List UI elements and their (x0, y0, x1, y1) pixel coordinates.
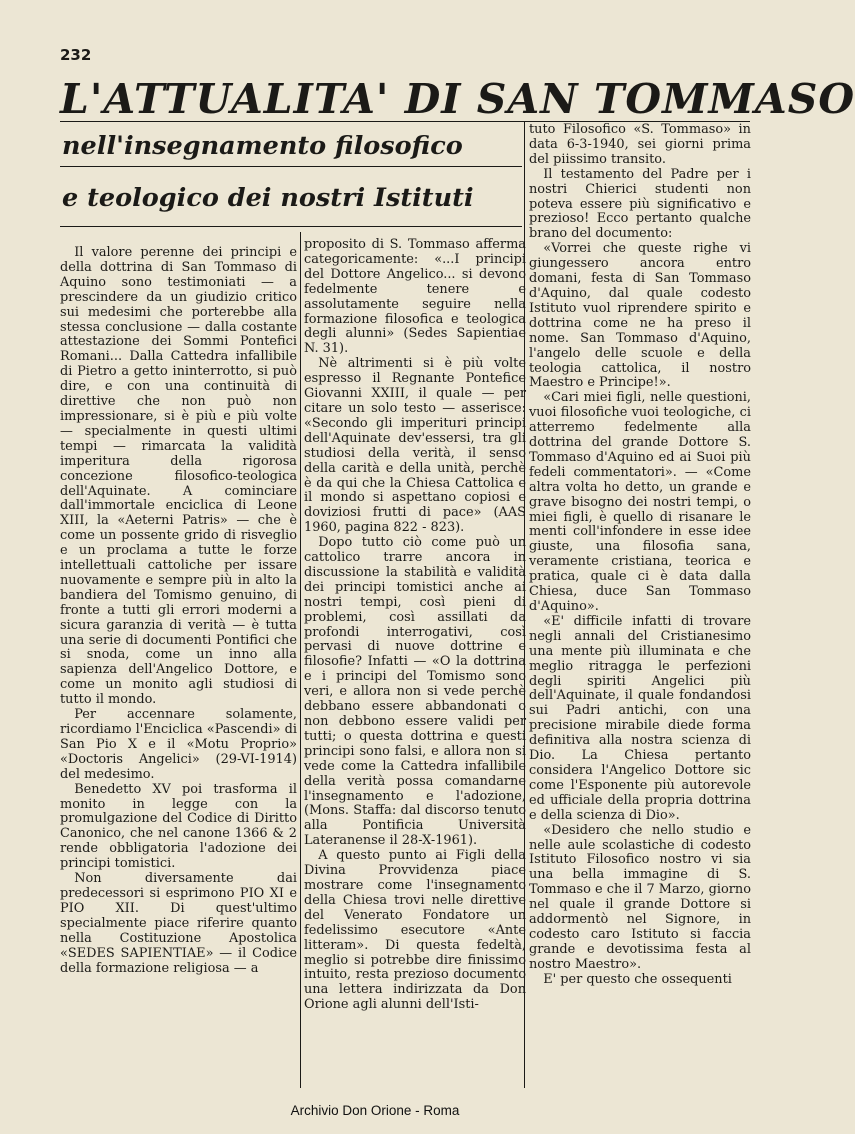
paragraph: E' per questo che ossequenti (543, 971, 732, 987)
paragraph: Il valore perenne dei principi e della dottrina di San Tommaso di Aquino sono testimoniati — a prescindere da un giudizio critico sui medesimi che porterebbe alla stessa conclusione — dalla costante attestazione dei Sommi Pontefici Romani... Dalla Cattedra infallibile di Pietro a getto ininterrotto, si può dire, e con una continuità di direttive che non può non impressionare, si è più e più volte — specialmente in questi ultimi tempi — rimarcata la validità imperitura della rigorosa concezione filosofico-teologica dell'Aquinate. A cominciare dall'immortale enciclica di Leone XIII, la «Aeterni Patris» — che è come un possente grido di risveglio e un proclama a tutte le forze intellettuali cattoliche per issare nuovamente e sempre più in alto la bandiera del Tomismo genuino, di fronte a tutti gli errori moderni a sicura garanzia di verità — è tutta una serie di documenti Pontifici che si snoda, come un inno alla sapienza dell'Angelico Dottore, e come un monito agli studiosi di tutto il mondo. (60, 245, 297, 708)
page-number: 232 (60, 46, 92, 64)
article-subtitle-line2: e teologico dei nostri Istituti (62, 183, 474, 213)
paragraph: Benedetto XV poi trasforma il monito in legge con la promulgazione del Codice di Diritto Canonico, che nel canone 1366 & 2 rende obbligatoria l'adozione dei principi tomistici. (60, 781, 297, 872)
article-title: L'ATTUALITA' DI SAN TOMMASO (60, 75, 855, 123)
paragraph: A questo punto ai Figli della Divina Provvidenza piace mostrare come l'insegnamento della Chiesa trovi nelle direttive del Venerato Fondatore un fedelissimo esecutore «Ante litteram». Di questa fedeltà, meglio si potrebbe dire finissimo intuito, resta prezioso documento una lettera indirizzata da Don Orione agli alunni dell'Isti- (304, 848, 526, 1013)
paragraph: Dopo tutto ciò come può un cattolico trarre ancora in discussione la stabilità e validità dei principi tomistici anche ai nostri tempi, così pieni di problemi, così assillati da profondi interrogativi, così pervasi di nuove dottrine e filosofie? Infatti — «O la dottrina e i principi del Tomismo sono veri, e allora non si vede perchè debbano essere abbandonati o non debbono essere validi per tutti; o questa dottrina e questi principi sono falsi, e allora non si vede come la Cattedra infallibile della verità possa comandarne l'insegnamento e l'adozione, (Mons. Staffa: dal discorso tenuto alla Pontificia Università Lateranense il 28-X-1961). (304, 535, 526, 849)
archive-watermark: Archivio Don Orione - Roma (290, 1103, 460, 1118)
paragraph: «Cari miei figli, nelle questioni, vuoi filosofiche vuoi teologiche, ci atterremo fedelmente alla dottrina del grande Dottore S. Tommaso d'Aquino ed ai Suoi più fedeli commentatori». — «Come altra volta ho detto, un grande e grave bisogno dei nostri tempi, o miei figli, è quello di risanare le menti coll'infondere in esse idee giuste, una filosofia sana, veramente cristiana, teorica e pratica, quale ci è data dalla Chiesa, duce San Tommaso d'Aquino». (529, 390, 751, 614)
article-column-1 (60, 246, 297, 1038)
article-subtitle-line1: nell'insegnamento filosofico (62, 131, 463, 161)
article-column-3 (529, 123, 751, 1088)
paragraph: tuto Filosofico «S. Tommaso» in data 6-3-1940, sei giorni prima del piissimo transito. (529, 122, 751, 167)
paragraph: «Desidero che nello studio e nelle aule scolastiche di codesto Istituto Filosofico nostro vi sia una bella immagine di S. Tommaso e che il 7 Marzo, giorno nel quale il grande Dottore si addormentò nel Signore, in codesto caro Istituto si faccia grande e devotissima festa al nostro Maestro». (529, 822, 751, 972)
paragraph: Non diversamente dai predecessori si esprimono PIO XI e PIO XII. Di quest'ultimo specialmente piace riferire quanto nella Costituzione Apostolica «SEDES SAPIENTIAE» — il Codice della formazione religiosa — a (60, 871, 297, 976)
paragraph: «Vorrei che queste righe vi giungessero ancora entro domani, festa di San Tommaso d'Aquino, dal quale codesto Istituto vuol riprendere spirito e dottrina come ne ha preso il nome. San Tommaso d'Aquino, l'angelo delle scuole e della teologia cattolica, il nostro Maestro e Principe!». (529, 241, 751, 391)
paragraph: «E' difficile infatti di trovare negli annali del Cristianesimo una mente più illuminata e che meglio ritragga le perfezioni degli spiriti Angelici più dell'Aquinate, il quale fondandosi sui Padri antichi, con una precisione mirabile diede forma definitiva alla nostra scienza di Dio. La Chiesa pertanto considera l'Angelico Dottore sic come l'Esponente più autorevole ed ufficiale della propria dottrina e della scienza di Dio». (529, 613, 751, 823)
article-column-2 (304, 238, 526, 1114)
subtitle-rule-1 (60, 166, 522, 167)
paragraph: Per accennare solamente, ricordiamo l'Enciclica «Pascendi» di San Pio X e il «Motu Proprio» «Doctoris Angelici» (29-VI-1914) del medesimo. (60, 707, 297, 782)
paragraph: Il testamento del Padre per i nostri Chierici studenti non poteva essere più significativo e prezioso! Ecco pertanto qualche brano del documento: (529, 166, 751, 242)
paragraph: proposito di S. Tommaso afferma categoricamente: «...I principi del Dottore Angelico... si devono fedelmente tenere e assolutamente seguire nella formazione filosofica e teologica degli alunni» (Sedes Sapientiae N. 31). (304, 237, 526, 357)
subtitle-rule-2 (60, 226, 522, 227)
column-divider-1 (300, 232, 301, 1088)
paragraph: Nè altrimenti si è più volte espresso il Regnante Pontefice Giovanni XXIII, il quale — per citare un solo testo — asserisce: «Secondo gli imperituri principi dell'Aquinate dev'essersi, tra gli studiosi della verità, il senso della carità e della unità, perchè è da qui che la Chiesa Cattolica e il mondo si aspettano copiosi e doviziosi frutti di pace» (AAS 1960, pagina 822 - 823). (304, 356, 526, 536)
